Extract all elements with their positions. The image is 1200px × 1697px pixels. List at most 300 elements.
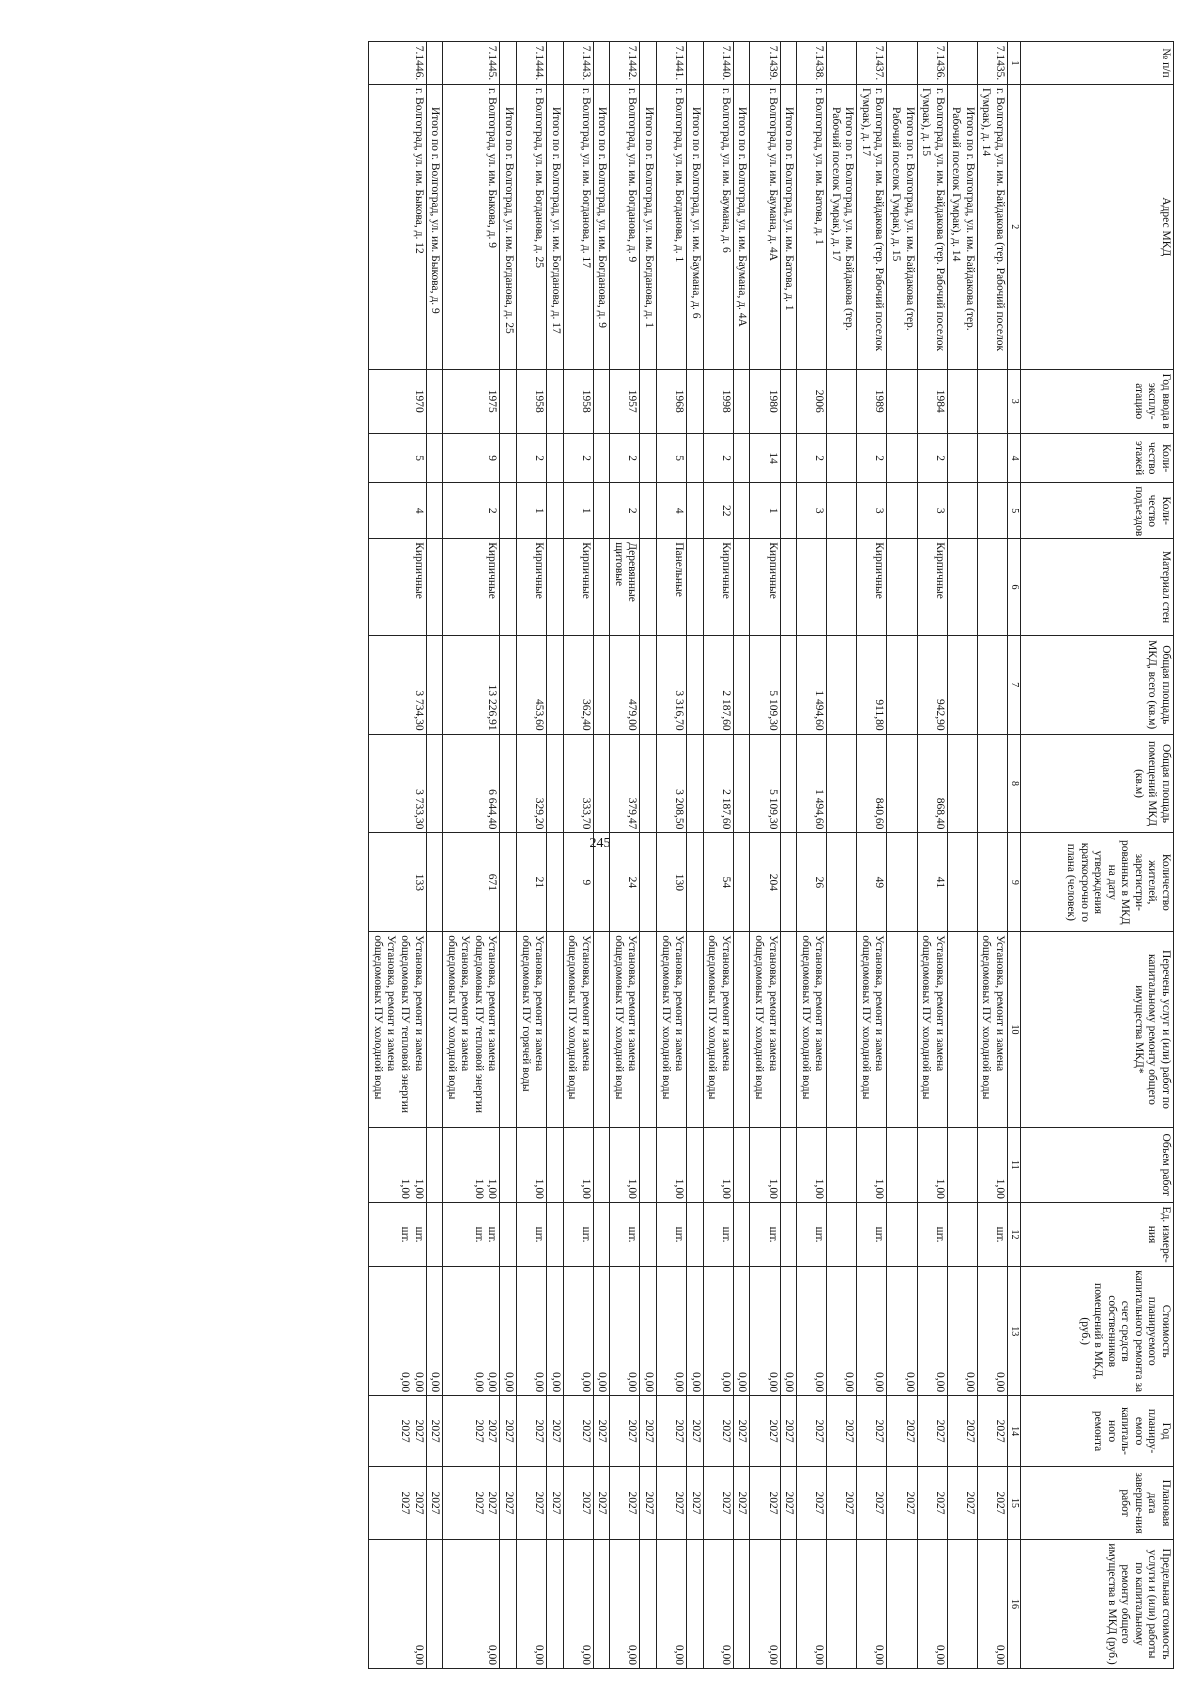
col-number: 12 [1008,1202,1021,1266]
row-number: 7.1436. [917,42,947,85]
works-line: Установка, ремонт и замена общедомовых ПУ холодной воды [566,935,592,1100]
empty-cell [547,1127,564,1202]
year-built-cell: 1984 [917,369,947,433]
total-label: Итого по г. Волгоград, ул. им. Байдакова (тер. Рабочий поселок Гумрак), д. 14 [947,84,977,369]
volume-line: 1,00 [472,1178,485,1199]
entrances-cell: 4 [369,483,426,539]
empty-cell [947,433,977,482]
repair-year-cell [857,1396,887,1467]
row-number: 7.1445. [443,42,500,85]
volume-line: 1,00 [719,1178,732,1199]
empty-cell [426,1540,443,1669]
address-cell: г. Волгоград, ул. им. Богданова, д. 1 [657,84,687,369]
volume-line: 1,00 [626,1178,639,1199]
end-date-cell [917,1467,947,1540]
cost-line: 0,00 [399,1372,412,1393]
total-end-cell: 2027 [947,1467,977,1540]
unit-line: шт. [412,1226,425,1243]
empty-cell [947,932,977,1127]
unit-cell [977,1202,1007,1266]
empty-cell [887,483,917,539]
total-end-cell: 2027 [500,1467,517,1540]
total-row [593,42,610,1669]
col-header-address: Адрес МКД [1021,84,1174,369]
area-total-cell: 362,40 [563,635,593,734]
row-number: 7.1435. [977,42,1007,85]
total-row [780,42,797,1669]
unit-line: шт. [486,1226,499,1243]
works-line: Установка, ремонт и замена общедомовых ПУ холодной воды [753,935,779,1100]
empty-cell [547,932,564,1127]
residents-cell: 24 [610,833,640,932]
repair-year-cell [610,1396,640,1467]
empty-cell [500,1202,517,1266]
works-cell [657,932,687,1127]
limit-cost-cell: 0,00 [797,1540,827,1669]
table-row [857,42,887,1669]
empty-cell [593,1540,610,1669]
total-row [426,42,443,1669]
floors-cell: 2 [563,433,593,482]
cost-line: 0,00 [994,1372,1006,1393]
col-number: 15 [1008,1467,1021,1540]
empty-cell [687,369,704,433]
total-cost-cell: 0,00 [640,1267,657,1396]
cost-line: 0,00 [412,1372,425,1393]
col-header-entrances: Коли-чество подъездов [1021,483,1174,539]
volume-line: 1,00 [813,1178,826,1199]
cost-line: 0,00 [579,1372,592,1393]
total-end-cell: 2027 [426,1467,443,1540]
repair-year-line: 2027 [933,1419,946,1443]
empty-cell [733,1127,750,1202]
cost-line: 0,00 [933,1372,946,1393]
address-cell: г. Волгоград, ул. им. Баумана, д. 6 [703,84,733,369]
total-row [687,42,704,1669]
residents-cell: 49 [857,833,887,932]
row-number [547,42,564,85]
cost-cell [517,1267,547,1396]
empty-cell [426,734,443,833]
cost-line: 0,00 [813,1372,826,1393]
residents-cell: 204 [750,833,780,932]
empty-cell [426,1202,443,1266]
empty-cell [547,483,564,539]
empty-cell [640,1127,657,1202]
limit-cost-cell: 0,00 [443,1540,500,1669]
empty-cell [687,483,704,539]
repair-year-cell [443,1396,500,1467]
empty-cell [500,734,517,833]
empty-cell [827,734,857,833]
unit-cell [750,1202,780,1266]
wall-material-cell: Кирпичные [857,539,887,636]
empty-cell [426,932,443,1127]
repair-year-line: 2027 [533,1419,546,1443]
empty-cell [500,932,517,1127]
col-header-unit: Ед. измере-ния [1021,1202,1174,1266]
empty-cell [640,539,657,636]
empty-cell [827,932,857,1127]
repair-year-cell [517,1396,547,1467]
repair-year-line: 2027 [766,1419,779,1443]
total-end-cell: 2027 [640,1467,657,1540]
empty-cell [947,734,977,833]
col-number: 14 [1008,1396,1021,1467]
volume-line: 1,00 [994,1178,1006,1199]
entrances-cell: 3 [917,483,947,539]
empty-cell [500,369,517,433]
empty-cell [687,1127,704,1202]
works-cell [917,932,947,1127]
unit-cell [369,1202,426,1266]
wall-material-cell [977,539,1007,636]
wall-material-cell: Кирпичные [369,539,426,636]
col-header-area-total: Общая площадь МКД, всего (кв.м) [1021,635,1174,734]
end-date-line: 2027 [533,1491,546,1515]
total-label: Итого по г. Волгоград, ул. им. Баумана, д. 6 [687,84,704,369]
end-date-line: 2027 [579,1491,592,1515]
empty-cell [687,1202,704,1266]
end-date-cell [750,1467,780,1540]
entrances-cell: 2 [443,483,500,539]
cost-line: 0,00 [472,1372,485,1393]
row-number [640,42,657,85]
total-label: Итого по г. Волгоград, ул. им. Богданова, д. 25 [500,84,517,369]
total-cost-cell: 0,00 [780,1267,797,1396]
floors-cell: 2 [610,433,640,482]
volume-cell [797,1127,827,1202]
empty-cell [640,833,657,932]
area-rooms-cell: 3 733,30 [369,734,426,833]
volume-line: 1,00 [766,1178,779,1199]
row-number [593,42,610,85]
total-end-cell: 2027 [733,1467,750,1540]
volume-cell [610,1127,640,1202]
empty-cell [947,483,977,539]
repair-year-line: 2027 [486,1419,499,1443]
end-date-cell [517,1467,547,1540]
area-total-cell: 942,90 [917,635,947,734]
end-date-cell [563,1467,593,1540]
empty-cell [887,1127,917,1202]
total-end-cell: 2027 [547,1467,564,1540]
col-number: 6 [1008,539,1021,636]
total-label: Итого по г. Волгоград, ул. им. Богданова, д. 9 [593,84,610,369]
works-line: Установка, ремонт и замена общедомовых ПУ холодной воды [445,935,472,1100]
total-year-cell: 2027 [827,1396,857,1467]
row-number [887,42,917,85]
table-row [657,42,687,1669]
works-line: Установка, ремонт и замена общедомовых ПУ холодной воды [980,935,1006,1100]
cost-line: 0,00 [719,1372,732,1393]
works-cell [563,932,593,1127]
works-cell [977,932,1007,1127]
empty-cell [426,539,443,636]
row-number [500,42,517,85]
year-built-cell: 1957 [610,369,640,433]
empty-cell [500,1540,517,1669]
entrances-cell: 4 [657,483,687,539]
row-number: 7.1439. [750,42,780,85]
unit-cell [610,1202,640,1266]
volume-line: 1,00 [412,1178,425,1199]
empty-cell [887,635,917,734]
col-header-residents: Количество жителей, зарегистри-рованных в МКД на дату утверждения краткосрочно го плана (человек) [1021,833,1174,932]
volume-line: 1,00 [933,1178,946,1199]
empty-cell [500,833,517,932]
floors-cell: 5 [657,433,687,482]
unit-line: шт. [933,1226,946,1243]
repair-year-cell [369,1396,426,1467]
works-cell [703,932,733,1127]
year-built-cell: 1958 [517,369,547,433]
empty-cell [780,539,797,636]
total-cost-cell: 0,00 [827,1267,857,1396]
col-number: 5 [1008,483,1021,539]
row-number: 7.1444. [517,42,547,85]
area-total-cell: 1 494,60 [797,635,827,734]
empty-cell [827,433,857,482]
empty-cell [687,932,704,1127]
works-line: Установка, ремонт и замена общедомовых ПУ холодной воды [859,935,886,1100]
empty-cell [426,833,443,932]
row-number: 7.1443. [563,42,593,85]
empty-cell [593,369,610,433]
col-number: 3 [1008,369,1021,433]
unit-line: шт. [533,1226,546,1243]
cost-cell [563,1267,593,1396]
empty-cell [500,1127,517,1202]
area-total-cell: 911,80 [857,635,887,734]
empty-cell [733,433,750,482]
empty-cell [827,1202,857,1266]
empty-cell [947,1540,977,1669]
empty-cell [687,833,704,932]
end-date-line: 2027 [873,1491,886,1515]
address-cell: г. Волгоград, ул. им. Богданова, д. 17 [563,84,593,369]
area-rooms-cell: 6 644,40 [443,734,500,833]
end-date-line: 2027 [933,1491,946,1515]
empty-cell [733,1540,750,1669]
empty-cell [426,1127,443,1202]
volume-line: 1,00 [533,1178,546,1199]
area-total-cell: 479,00 [610,635,640,734]
empty-cell [780,369,797,433]
limit-cost-cell: 0,00 [563,1540,593,1669]
residents-cell: 21 [517,833,547,932]
empty-cell [827,1540,857,1669]
col-number: 10 [1008,932,1021,1127]
empty-cell [640,433,657,482]
year-built-cell: 1980 [750,369,780,433]
col-header-area-rooms: Общая площадь помещений МКД (кв.м) [1021,734,1174,833]
row-number [426,42,443,85]
unit-cell [857,1202,887,1266]
empty-cell [547,734,564,833]
area-rooms-cell: 840,60 [857,734,887,833]
limit-cost-cell: 0,00 [657,1540,687,1669]
total-cost-cell: 0,00 [887,1267,917,1396]
residents-cell: 130 [657,833,687,932]
unit-line: шт. [766,1226,779,1243]
year-built-cell: 1970 [369,369,426,433]
empty-cell [547,833,564,932]
empty-cell [947,1202,977,1266]
total-label: Итого по г. Волгоград, ул. им. Быкова, д. 9 [426,84,443,369]
works-cell [443,932,500,1127]
residents-cell: 671 [443,833,500,932]
address-cell: г. Волгоград, ул. им. Байдакова (тер. Рабочий поселок Гумрак), д. 15 [917,84,947,369]
col-header-volume: Объем работ [1021,1127,1174,1202]
empty-cell [500,483,517,539]
unit-line: шт. [719,1226,732,1243]
total-label: Итого по г. Волгоград, ул. им. Богданова, д. 17 [547,84,564,369]
works-cell [750,932,780,1127]
cost-cell [657,1267,687,1396]
repair-year-cell [977,1396,1007,1467]
works-line: Установка, ремонт и замена общедомовых ПУ холодной воды [371,935,398,1100]
repair-year-line: 2027 [399,1419,412,1443]
empty-cell [640,483,657,539]
empty-cell [547,433,564,482]
cost-line: 0,00 [533,1372,546,1393]
empty-cell [947,539,977,636]
total-cost-cell: 0,00 [426,1267,443,1396]
col-header-repair-year: Год планиру-емого капиталь-ного ремонта [1021,1396,1174,1467]
unit-cell [797,1202,827,1266]
total-end-cell: 2027 [827,1467,857,1540]
volume-line: 1,00 [579,1178,592,1199]
volume-cell [563,1127,593,1202]
total-row [547,42,564,1669]
empty-cell [640,1202,657,1266]
entrances-cell [977,483,1007,539]
empty-cell [947,1127,977,1202]
empty-cell [547,1202,564,1266]
repair-year-cell [797,1396,827,1467]
total-end-cell: 2027 [593,1467,610,1540]
works-line: Установка, ремонт и замена общедомовых ПУ горячей воды [519,935,546,1092]
wall-material-cell: Панельные [657,539,687,636]
col-number: 13 [1008,1267,1021,1396]
col-header-number: № п/п [1021,42,1174,85]
limit-cost-cell: 0,00 [857,1540,887,1669]
area-total-cell: 3 734,30 [369,635,426,734]
empty-cell [780,483,797,539]
limit-cost-cell: 0,00 [977,1540,1007,1669]
unit-line: шт. [813,1226,826,1243]
empty-cell [733,483,750,539]
volume-cell [657,1127,687,1202]
unit-line: шт. [399,1226,412,1243]
empty-cell [733,1202,750,1266]
empty-cell [733,734,750,833]
empty-cell [500,539,517,636]
floors-cell: 2 [857,433,887,482]
area-total-cell [977,635,1007,734]
end-date-line: 2027 [412,1491,425,1515]
total-year-cell: 2027 [640,1396,657,1467]
end-date-line: 2027 [626,1491,639,1515]
empty-cell [733,539,750,636]
repair-year-line: 2027 [412,1419,425,1443]
empty-cell [593,539,610,636]
col-header-end-date: Плановая дата заверше-ния работ [1021,1467,1174,1540]
empty-cell [887,734,917,833]
repair-year-line: 2027 [626,1419,639,1443]
total-label: Итого по г. Волгоград, ул. им. Байдакова (тер. Рабочий поселок Гумрак), д. 15 [887,84,917,369]
cost-line: 0,00 [486,1372,499,1393]
address-cell: г. Волгоград, ул. им. Богданова, д. 9 [610,84,640,369]
year-built-cell: 1958 [563,369,593,433]
wall-material-cell: Кирпичные [443,539,500,636]
address-cell: г. Волгоград, ул. им. Быкова, д. 9 [443,84,500,369]
total-cost-cell: 0,00 [687,1267,704,1396]
empty-cell [687,734,704,833]
year-built-cell [977,369,1007,433]
area-total-cell: 453,60 [517,635,547,734]
floors-cell: 9 [443,433,500,482]
unit-line: шт. [994,1226,1006,1243]
works-line: Установка, ремонт и замена общедомовых ПУ холодной воды [920,935,946,1100]
row-number [733,42,750,85]
total-label: Итого по г. Волгоград, ул. им. Байдакова (тер. Рабочий поселок Гумрак), д. 17 [827,84,857,369]
page-number: 245 [589,836,611,851]
empty-cell [426,635,443,734]
total-cost-cell: 0,00 [593,1267,610,1396]
empty-cell [780,1127,797,1202]
works-cell [857,932,887,1127]
total-year-cell: 2027 [947,1396,977,1467]
end-date-cell [857,1467,887,1540]
wall-material-cell: Кирпичные [917,539,947,636]
empty-cell [687,539,704,636]
empty-cell [547,539,564,636]
wall-material-cell [797,539,827,636]
works-cell [610,932,640,1127]
repair-year-cell [750,1396,780,1467]
residents-cell: 54 [703,833,733,932]
works-line: Установка, ремонт и замена общедомовых ПУ холодной воды [799,935,826,1100]
empty-cell [733,833,750,932]
total-row [733,42,750,1669]
area-rooms-cell: 329,20 [517,734,547,833]
column-number-row [1008,42,1021,1669]
wall-material-cell: Кирпичные [517,539,547,636]
empty-cell [827,1127,857,1202]
area-total-cell: 13 226,91 [443,635,500,734]
total-end-cell: 2027 [887,1467,917,1540]
unit-cell [443,1202,500,1266]
row-number: 7.1437. [857,42,887,85]
col-number: 8 [1008,734,1021,833]
empty-cell [640,635,657,734]
repair-year-cell [917,1396,947,1467]
works-cell [369,932,426,1127]
table-row [797,42,827,1669]
empty-cell [947,833,977,932]
total-year-cell: 2027 [426,1396,443,1467]
area-rooms-cell: 333,70 [563,734,593,833]
table-row [517,42,547,1669]
end-date-cell [977,1467,1007,1540]
year-built-cell: 1998 [703,369,733,433]
table-row [443,42,500,1669]
volume-cell [703,1127,733,1202]
cost-cell [977,1267,1007,1396]
total-year-cell: 2027 [500,1396,517,1467]
